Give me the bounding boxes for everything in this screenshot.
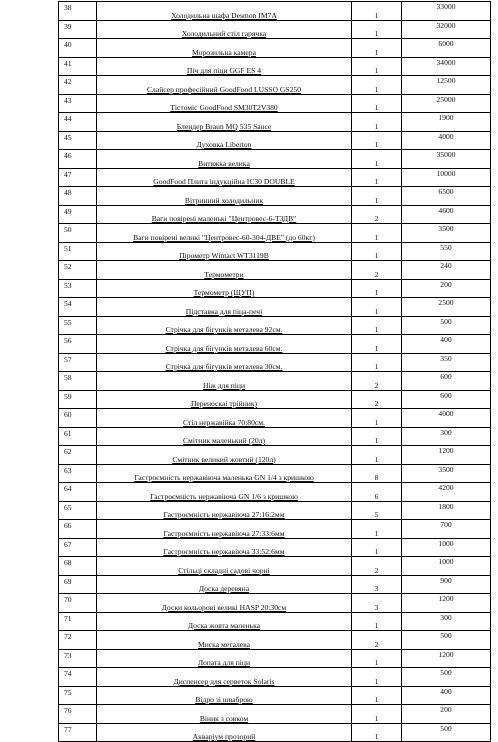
- quantity-cell: 2: [352, 261, 402, 280]
- table-row: [59, 557, 491, 576]
- item-name-cell: Підставка для піца-печі: [97, 298, 352, 317]
- item-name-cell: Стрічка для бігунків металева 92см.: [97, 316, 352, 335]
- inventory-document: [58, 1, 490, 742]
- table-row: [59, 390, 491, 409]
- price-cell: 300: [402, 427, 491, 446]
- item-name-cell: Тістоміс GoodFood SM30T2V380: [97, 94, 352, 113]
- quantity-cell: 1: [352, 427, 402, 446]
- quantity-cell: 1: [352, 612, 402, 631]
- table-row: [59, 76, 491, 95]
- quantity-cell: 1: [352, 94, 402, 113]
- item-name-cell: Вітринний холодильник: [97, 187, 352, 206]
- quantity-cell: 1: [352, 242, 402, 261]
- price-cell: 4600: [402, 205, 491, 224]
- price-cell: 700: [402, 520, 491, 539]
- row-number-cell: 48: [59, 187, 97, 206]
- item-name-cell: Гастроємність нержавіюча 27:33:6мм: [97, 520, 352, 539]
- inventory-table: [58, 1, 491, 742]
- row-number-cell: 59: [59, 390, 97, 409]
- row-number-cell: 47: [59, 168, 97, 187]
- row-number-cell: 53: [59, 279, 97, 298]
- price-cell: 34000: [402, 57, 491, 76]
- item-name-cell: Смітник великий жовтий (120л): [97, 446, 352, 465]
- item-name-cell: Диспенсер для серветок Solaris: [97, 668, 352, 687]
- quantity-cell: 1: [352, 20, 402, 39]
- table-row: [59, 205, 491, 224]
- item-name-cell: Віник з совком: [97, 705, 352, 724]
- table-row: [59, 279, 491, 298]
- table-row: [59, 409, 491, 428]
- quantity-cell: 1: [352, 131, 402, 150]
- quantity-cell: 1: [352, 150, 402, 169]
- price-cell: 4200: [402, 483, 491, 502]
- table-row: [59, 612, 491, 631]
- table-row: [59, 594, 491, 613]
- item-name-cell: Смітник маленький (20л): [97, 427, 352, 446]
- table-row: [59, 575, 491, 594]
- price-cell: 500: [402, 723, 491, 742]
- table-row: [59, 150, 491, 169]
- quantity-cell: 2: [352, 205, 402, 224]
- quantity-cell: 1: [352, 39, 402, 58]
- table-row: [59, 316, 491, 335]
- quantity-cell: 2: [352, 372, 402, 391]
- row-number-cell: 74: [59, 668, 97, 687]
- quantity-cell: 1: [352, 187, 402, 206]
- quantity-cell: 1: [352, 353, 402, 372]
- item-name-cell: Гастроємність нержавіюча GN 1/6 з кришкою: [97, 483, 352, 502]
- quantity-cell: 1: [352, 520, 402, 539]
- quantity-cell: 1: [352, 409, 402, 428]
- table-row: [59, 298, 491, 317]
- row-number-cell: 56: [59, 335, 97, 354]
- quantity-cell: 1: [352, 298, 402, 317]
- price-cell: 600: [402, 372, 491, 391]
- item-name-cell: Ваги повірені маленькі "Центровес-6-ТЗДВ": [97, 205, 352, 224]
- quantity-cell: 1: [352, 113, 402, 132]
- table-row: [59, 446, 491, 465]
- table-row: [59, 631, 491, 650]
- row-number-cell: 41: [59, 57, 97, 76]
- row-number-cell: 73: [59, 649, 97, 668]
- inventory-table-body: [59, 2, 491, 742]
- price-cell: 200: [402, 705, 491, 724]
- item-name-cell: Витяжка велика: [97, 150, 352, 169]
- row-number-cell: 46: [59, 150, 97, 169]
- price-cell: 33000: [402, 2, 491, 21]
- quantity-cell: 1: [352, 649, 402, 668]
- table-row: [59, 113, 491, 132]
- quantity-cell: 1: [352, 705, 402, 724]
- table-row: [59, 261, 491, 280]
- table-row: [59, 520, 491, 539]
- row-number-cell: 49: [59, 205, 97, 224]
- table-row: [59, 168, 491, 187]
- row-number-cell: 55: [59, 316, 97, 335]
- quantity-cell: 2: [352, 631, 402, 650]
- item-name-cell: Стрічка для бігунків металева 60см.: [97, 335, 352, 354]
- table-row: [59, 57, 491, 76]
- table-row: [59, 39, 491, 58]
- price-cell: 1200: [402, 446, 491, 465]
- row-number-cell: 75: [59, 686, 97, 705]
- quantity-cell: 2: [352, 557, 402, 576]
- row-number-cell: 38: [59, 2, 97, 21]
- quantity-cell: 1: [352, 57, 402, 76]
- row-number-cell: 45: [59, 131, 97, 150]
- row-number-cell: 39: [59, 20, 97, 39]
- row-number-cell: 61: [59, 427, 97, 446]
- item-name-cell: Ніж для піци: [97, 372, 352, 391]
- row-number-cell: 66: [59, 520, 97, 539]
- table-row: [59, 20, 491, 39]
- row-number-cell: 57: [59, 353, 97, 372]
- item-name-cell: Переноскаі трійник): [97, 390, 352, 409]
- table-row: [59, 686, 491, 705]
- price-cell: 3500: [402, 464, 491, 483]
- price-cell: 200: [402, 279, 491, 298]
- table-row: [59, 538, 491, 557]
- table-row: [59, 131, 491, 150]
- item-name-cell: Холодильний стіл гарячка: [97, 20, 352, 39]
- item-name-cell: Стільці складні садові чорні: [97, 557, 352, 576]
- row-number-cell: 70: [59, 594, 97, 613]
- price-cell: 1000: [402, 538, 491, 557]
- price-cell: 550: [402, 242, 491, 261]
- table-row: [59, 427, 491, 446]
- row-number-cell: 64: [59, 483, 97, 502]
- table-row: [59, 649, 491, 668]
- row-number-cell: 76: [59, 705, 97, 724]
- row-number-cell: 62: [59, 446, 97, 465]
- price-cell: 1200: [402, 649, 491, 668]
- price-cell: 600: [402, 390, 491, 409]
- price-cell: 2500: [402, 298, 491, 317]
- item-name-cell: Слайсер професійний GoodFood LUSSO GS250: [97, 76, 352, 95]
- price-cell: 25000: [402, 94, 491, 113]
- price-cell: 6000: [402, 39, 491, 58]
- row-number-cell: 58: [59, 372, 97, 391]
- item-name-cell: Термометр (ЩУП): [97, 279, 352, 298]
- item-name-cell: Відро зі шваброю: [97, 686, 352, 705]
- quantity-cell: 1: [352, 446, 402, 465]
- table-row: [59, 224, 491, 243]
- item-name-cell: GoodFood Плита індукційна IC30 DOUBLE: [97, 168, 352, 187]
- row-number-cell: 72: [59, 631, 97, 650]
- item-name-cell: Гастроємність нержавіюча 27:16:2мм: [97, 501, 352, 520]
- table-row: [59, 372, 491, 391]
- price-cell: 900: [402, 575, 491, 594]
- quantity-cell: 1: [352, 279, 402, 298]
- price-cell: 500: [402, 668, 491, 687]
- quantity-cell: 1: [352, 2, 402, 21]
- quantity-cell: 3: [352, 575, 402, 594]
- item-name-cell: Духовка Liberton: [97, 131, 352, 150]
- row-number-cell: 60: [59, 409, 97, 428]
- quantity-cell: 6: [352, 483, 402, 502]
- row-number-cell: 40: [59, 39, 97, 58]
- quantity-cell: 8: [352, 464, 402, 483]
- quantity-cell: 1: [352, 668, 402, 687]
- table-row: [59, 242, 491, 261]
- item-name-cell: Пірометр Wintact WT3119B: [97, 242, 352, 261]
- item-name-cell: Морозильна камера: [97, 39, 352, 58]
- quantity-cell: 2: [352, 390, 402, 409]
- item-name-cell: Блендер Braun MQ 535 Sauce: [97, 113, 352, 132]
- item-name-cell: Стрічка для бігунків металева 30см.: [97, 353, 352, 372]
- price-cell: 35000: [402, 150, 491, 169]
- table-row: [59, 483, 491, 502]
- price-cell: 350: [402, 353, 491, 372]
- item-name-cell: Доска жовта маленька: [97, 612, 352, 631]
- table-row: [59, 501, 491, 520]
- price-cell: 4000: [402, 409, 491, 428]
- price-cell: 240: [402, 261, 491, 280]
- table-row: [59, 94, 491, 113]
- row-number-cell: 52: [59, 261, 97, 280]
- quantity-cell: 1: [352, 316, 402, 335]
- row-number-cell: 42: [59, 76, 97, 95]
- price-cell: 300: [402, 612, 491, 631]
- item-name-cell: Термометри: [97, 261, 352, 280]
- item-name-cell: Акваріум прозорий: [97, 723, 352, 742]
- price-cell: 1800: [402, 501, 491, 520]
- row-number-cell: 67: [59, 538, 97, 557]
- row-number-cell: 50: [59, 224, 97, 243]
- table-row: [59, 353, 491, 372]
- price-cell: 32000: [402, 20, 491, 39]
- price-cell: 400: [402, 335, 491, 354]
- quantity-cell: 1: [352, 76, 402, 95]
- price-cell: 12500: [402, 76, 491, 95]
- row-number-cell: 65: [59, 501, 97, 520]
- row-number-cell: 77: [59, 723, 97, 742]
- table-row: [59, 668, 491, 687]
- price-cell: 10000: [402, 168, 491, 187]
- price-cell: 3500: [402, 224, 491, 243]
- table-row: [59, 335, 491, 354]
- item-name-cell: Холодильна шафа Desmon IM7A: [97, 2, 352, 21]
- price-cell: 500: [402, 316, 491, 335]
- quantity-cell: 1: [352, 224, 402, 243]
- price-cell: 400: [402, 686, 491, 705]
- row-number-cell: 54: [59, 298, 97, 317]
- item-name-cell: Лопата для піци: [97, 649, 352, 668]
- table-row: [59, 705, 491, 724]
- table-row: [59, 187, 491, 206]
- row-number-cell: 44: [59, 113, 97, 132]
- row-number-cell: 69: [59, 575, 97, 594]
- item-name-cell: Гастроємність нержавіюча маленька GN 1/4 з кришкою: [97, 464, 352, 483]
- row-number-cell: 51: [59, 242, 97, 261]
- price-cell: 500: [402, 631, 491, 650]
- row-number-cell: 63: [59, 464, 97, 483]
- quantity-cell: 1: [352, 168, 402, 187]
- item-name-cell: Піч для піци GGF ES 4: [97, 57, 352, 76]
- price-cell: 1200: [402, 594, 491, 613]
- price-cell: 6500: [402, 187, 491, 206]
- quantity-cell: 5: [352, 501, 402, 520]
- table-row: [59, 464, 491, 483]
- row-number-cell: 71: [59, 612, 97, 631]
- item-name-cell: Стіл нержавійка 70:80см.: [97, 409, 352, 428]
- item-name-cell: Гастроємність нержавіюча 33:52:6мм: [97, 538, 352, 557]
- row-number-cell: 68: [59, 557, 97, 576]
- quantity-cell: 1: [352, 335, 402, 354]
- table-row: [59, 723, 491, 742]
- price-cell: 1900: [402, 113, 491, 132]
- table-row: [59, 2, 491, 21]
- quantity-cell: 1: [352, 686, 402, 705]
- item-name-cell: Доска деревяна: [97, 575, 352, 594]
- price-cell: 1000: [402, 557, 491, 576]
- quantity-cell: 1: [352, 723, 402, 742]
- item-name-cell: Миска металева: [97, 631, 352, 650]
- quantity-cell: 1: [352, 538, 402, 557]
- item-name-cell: Ваги повірені великі "Центровес-60-304-ДВЕ" (до 60кг): [97, 224, 352, 243]
- price-cell: 4000: [402, 131, 491, 150]
- quantity-cell: 3: [352, 594, 402, 613]
- item-name-cell: Доски кольорові великі HASP 20:30см: [97, 594, 352, 613]
- row-number-cell: 43: [59, 94, 97, 113]
